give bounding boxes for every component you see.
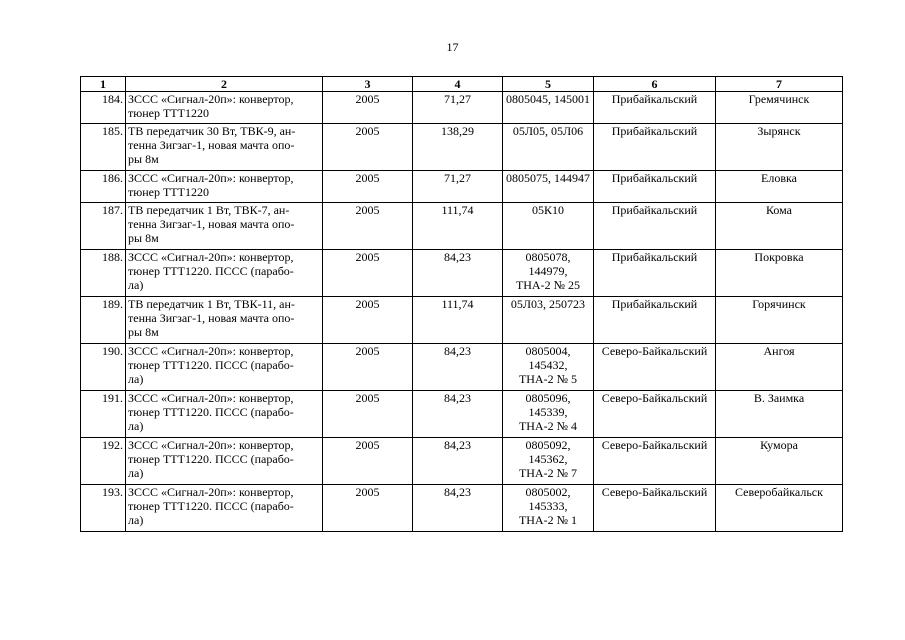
codes-cell-line: 05К10 xyxy=(531,203,564,217)
table-row xyxy=(81,124,843,171)
equipment-description-cell xyxy=(126,391,323,438)
table-row xyxy=(81,391,843,438)
codes-cell-line: ТНА-2 № 25 xyxy=(515,278,581,292)
row-number-cell: 190. xyxy=(81,344,126,391)
codes-cell-line: 145432, xyxy=(528,358,568,372)
equipment-description-cell-line: тюнер ТТТ1220 xyxy=(128,106,209,120)
table-row xyxy=(81,92,843,124)
equipment-description-cell xyxy=(126,124,323,171)
codes-cell xyxy=(503,438,594,485)
table-row xyxy=(81,344,843,391)
codes-cell xyxy=(503,391,594,438)
codes-cell-line: 0805096, xyxy=(525,391,571,405)
header-cell: 1 xyxy=(81,77,126,92)
settlement-cell: Северобайкальск xyxy=(716,485,843,532)
value-cell: 71,27 xyxy=(413,92,503,124)
codes-cell xyxy=(503,171,594,203)
settlement-cell: Кома xyxy=(716,203,843,250)
value-cell: 71,27 xyxy=(413,171,503,203)
year-cell: 2005 xyxy=(323,92,413,124)
equipment-description-cell-line: тенна Зигзаг-1, новая мачта опо- xyxy=(128,311,295,325)
equipment-description-cell xyxy=(126,438,323,485)
equipment-description-cell xyxy=(126,250,323,297)
year-cell: 2005 xyxy=(323,171,413,203)
equipment-description-cell xyxy=(126,92,323,124)
year-cell: 2005 xyxy=(323,124,413,171)
codes-cell-line: 0805004, xyxy=(525,344,571,358)
equipment-description-cell-line: ЗССС «Сигнал-20п»: конвертор, xyxy=(128,344,294,358)
table-row xyxy=(81,485,843,532)
settlement-cell: Горячинск xyxy=(716,297,843,344)
equipment-description-cell-line: ЗССС «Сигнал-20п»: конвертор, xyxy=(128,391,294,405)
codes-cell xyxy=(503,92,594,124)
row-number-cell: 193. xyxy=(81,485,126,532)
year-cell: 2005 xyxy=(323,297,413,344)
equipment-description-cell-line: тенна Зигзаг-1, новая мачта опо- xyxy=(128,217,295,231)
equipment-description-cell-line: ТВ передатчик 1 Вт, ТВК-7, ан- xyxy=(128,203,290,217)
row-number-cell: 185. xyxy=(81,124,126,171)
district-cell: Северо-Байкальский xyxy=(594,391,716,438)
codes-cell-line: 0805075, 144947 xyxy=(506,171,590,185)
header-cell: 4 xyxy=(413,77,503,92)
codes-cell xyxy=(503,203,594,250)
codes-cell-line: 05Л03, 250723 xyxy=(510,297,586,311)
row-number-cell: 188. xyxy=(81,250,126,297)
codes-cell-line: ТНА-2 № 1 xyxy=(518,513,578,527)
header-cell: 2 xyxy=(126,77,323,92)
settlement-cell: Еловка xyxy=(716,171,843,203)
equipment-description-cell-line: ла) xyxy=(128,466,144,480)
table-row xyxy=(81,203,843,250)
codes-cell xyxy=(503,485,594,532)
value-cell: 84,23 xyxy=(413,485,503,532)
equipment-description-cell-line: ры 8м xyxy=(128,325,159,339)
value-cell: 111,74 xyxy=(413,297,503,344)
settlement-cell: Покровка xyxy=(716,250,843,297)
header-cell: 6 xyxy=(594,77,716,92)
district-cell: Северо-Байкальский xyxy=(594,485,716,532)
year-cell: 2005 xyxy=(323,438,413,485)
header-row xyxy=(81,77,843,92)
year-cell: 2005 xyxy=(323,344,413,391)
year-cell: 2005 xyxy=(323,485,413,532)
codes-cell-line: ТНА-2 № 5 xyxy=(518,372,578,386)
value-cell: 84,23 xyxy=(413,344,503,391)
codes-cell-line: 0805078, xyxy=(525,250,571,264)
equipment-description-cell-line: ЗССС «Сигнал-20п»: конвертор, xyxy=(128,171,294,185)
page-number: 17 xyxy=(446,40,459,54)
row-number-cell: 191. xyxy=(81,391,126,438)
row-number-cell: 184. xyxy=(81,92,126,124)
codes-cell xyxy=(503,297,594,344)
value-cell: 138,29 xyxy=(413,124,503,171)
header-cell: 7 xyxy=(716,77,843,92)
equipment-description-cell-line: ЗССС «Сигнал-20п»: конвертор, xyxy=(128,485,294,499)
codes-cell-line: 05Л05, 05Л06 xyxy=(512,124,584,138)
equipment-description-cell-line: тюнер ТТТ1220. ПССС (парабо- xyxy=(128,358,294,372)
year-cell: 2005 xyxy=(323,203,413,250)
settlement-cell: В. Заимка xyxy=(716,391,843,438)
codes-cell xyxy=(503,344,594,391)
equipment-description-cell xyxy=(126,171,323,203)
equipment-description-cell-line: ла) xyxy=(128,372,144,386)
codes-cell-line: ТНА-2 № 7 xyxy=(518,466,578,480)
table-row xyxy=(81,171,843,203)
equipment-description-cell-line: ЗССС «Сигнал-20п»: конвертор, xyxy=(128,92,294,106)
equipment-description-cell-line: ЗССС «Сигнал-20п»: конвертор, xyxy=(128,250,294,264)
codes-cell xyxy=(503,250,594,297)
district-cell: Северо-Байкальский xyxy=(594,344,716,391)
equipment-description-cell-line: ла) xyxy=(128,513,144,527)
row-number-cell: 192. xyxy=(81,438,126,485)
codes-cell-line: 0805045, 145001 xyxy=(506,92,590,106)
value-cell: 84,23 xyxy=(413,438,503,485)
settlement-cell: Кумора xyxy=(716,438,843,485)
district-cell: Прибайкальский xyxy=(594,203,716,250)
equipment-description-cell xyxy=(126,344,323,391)
equipment-description-cell-line: тюнер ТТТ1220. ПССС (парабо- xyxy=(128,405,294,419)
year-cell: 2005 xyxy=(323,391,413,438)
district-cell: Прибайкальский xyxy=(594,297,716,344)
equipment-description-cell-line: тюнер ТТТ1220 xyxy=(128,185,209,199)
table-row xyxy=(81,438,843,485)
equipment-description-cell-line: тюнер ТТТ1220. ПССС (парабо- xyxy=(128,264,294,278)
settlement-cell: Гремячинск xyxy=(716,92,843,124)
district-cell: Прибайкальский xyxy=(594,171,716,203)
equipment-description-cell-line: ла) xyxy=(128,419,144,433)
settlement-cell: Ангоя xyxy=(716,344,843,391)
district-cell: Прибайкальский xyxy=(594,124,716,171)
equipment-description-cell xyxy=(126,203,323,250)
equipment-description-cell-line: тюнер ТТТ1220. ПССС (парабо- xyxy=(128,499,294,513)
district-cell: Прибайкальский xyxy=(594,92,716,124)
district-cell: Прибайкальский xyxy=(594,250,716,297)
equipment-description-cell-line: ЗССС «Сигнал-20п»: конвертор, xyxy=(128,438,294,452)
codes-cell-line: 145362, xyxy=(528,452,568,466)
codes-cell xyxy=(503,124,594,171)
equipment-description-cell-line: ТВ передатчик 1 Вт, ТВК-11, ан- xyxy=(128,297,295,311)
equipment-description-cell-line: тюнер ТТТ1220. ПССС (парабо- xyxy=(128,452,294,466)
equipment-description-cell-line: тенна Зигзаг-1, новая мачта опо- xyxy=(128,138,295,152)
year-cell: 2005 xyxy=(323,250,413,297)
row-number-cell: 187. xyxy=(81,203,126,250)
equipment-description-cell xyxy=(126,297,323,344)
codes-cell-line: 144979, xyxy=(528,264,568,278)
row-number-cell: 189. xyxy=(81,297,126,344)
equipment-table xyxy=(80,76,843,532)
value-cell: 84,23 xyxy=(413,250,503,297)
equipment-description-cell-line: ТВ передатчик 30 Вт, ТВК-9, ан- xyxy=(128,124,296,138)
table-row xyxy=(81,250,843,297)
equipment-description-cell xyxy=(126,485,323,532)
settlement-cell: Зырянск xyxy=(716,124,843,171)
header-cell: 3 xyxy=(323,77,413,92)
table-row xyxy=(81,297,843,344)
row-number-cell: 186. xyxy=(81,171,126,203)
codes-cell-line: 0805002, xyxy=(525,485,571,499)
equipment-description-cell-line: ла) xyxy=(128,278,144,292)
codes-cell-line: ТНА-2 № 4 xyxy=(518,419,578,433)
equipment-description-cell-line: ры 8м xyxy=(128,152,159,166)
district-cell: Северо-Байкальский xyxy=(594,438,716,485)
header-cell: 5 xyxy=(503,77,594,92)
codes-cell-line: 0805092, xyxy=(525,438,571,452)
codes-cell-line: 145333, xyxy=(528,499,568,513)
value-cell: 111,74 xyxy=(413,203,503,250)
equipment-description-cell-line: ры 8м xyxy=(128,231,159,245)
value-cell: 84,23 xyxy=(413,391,503,438)
codes-cell-line: 145339, xyxy=(528,405,568,419)
